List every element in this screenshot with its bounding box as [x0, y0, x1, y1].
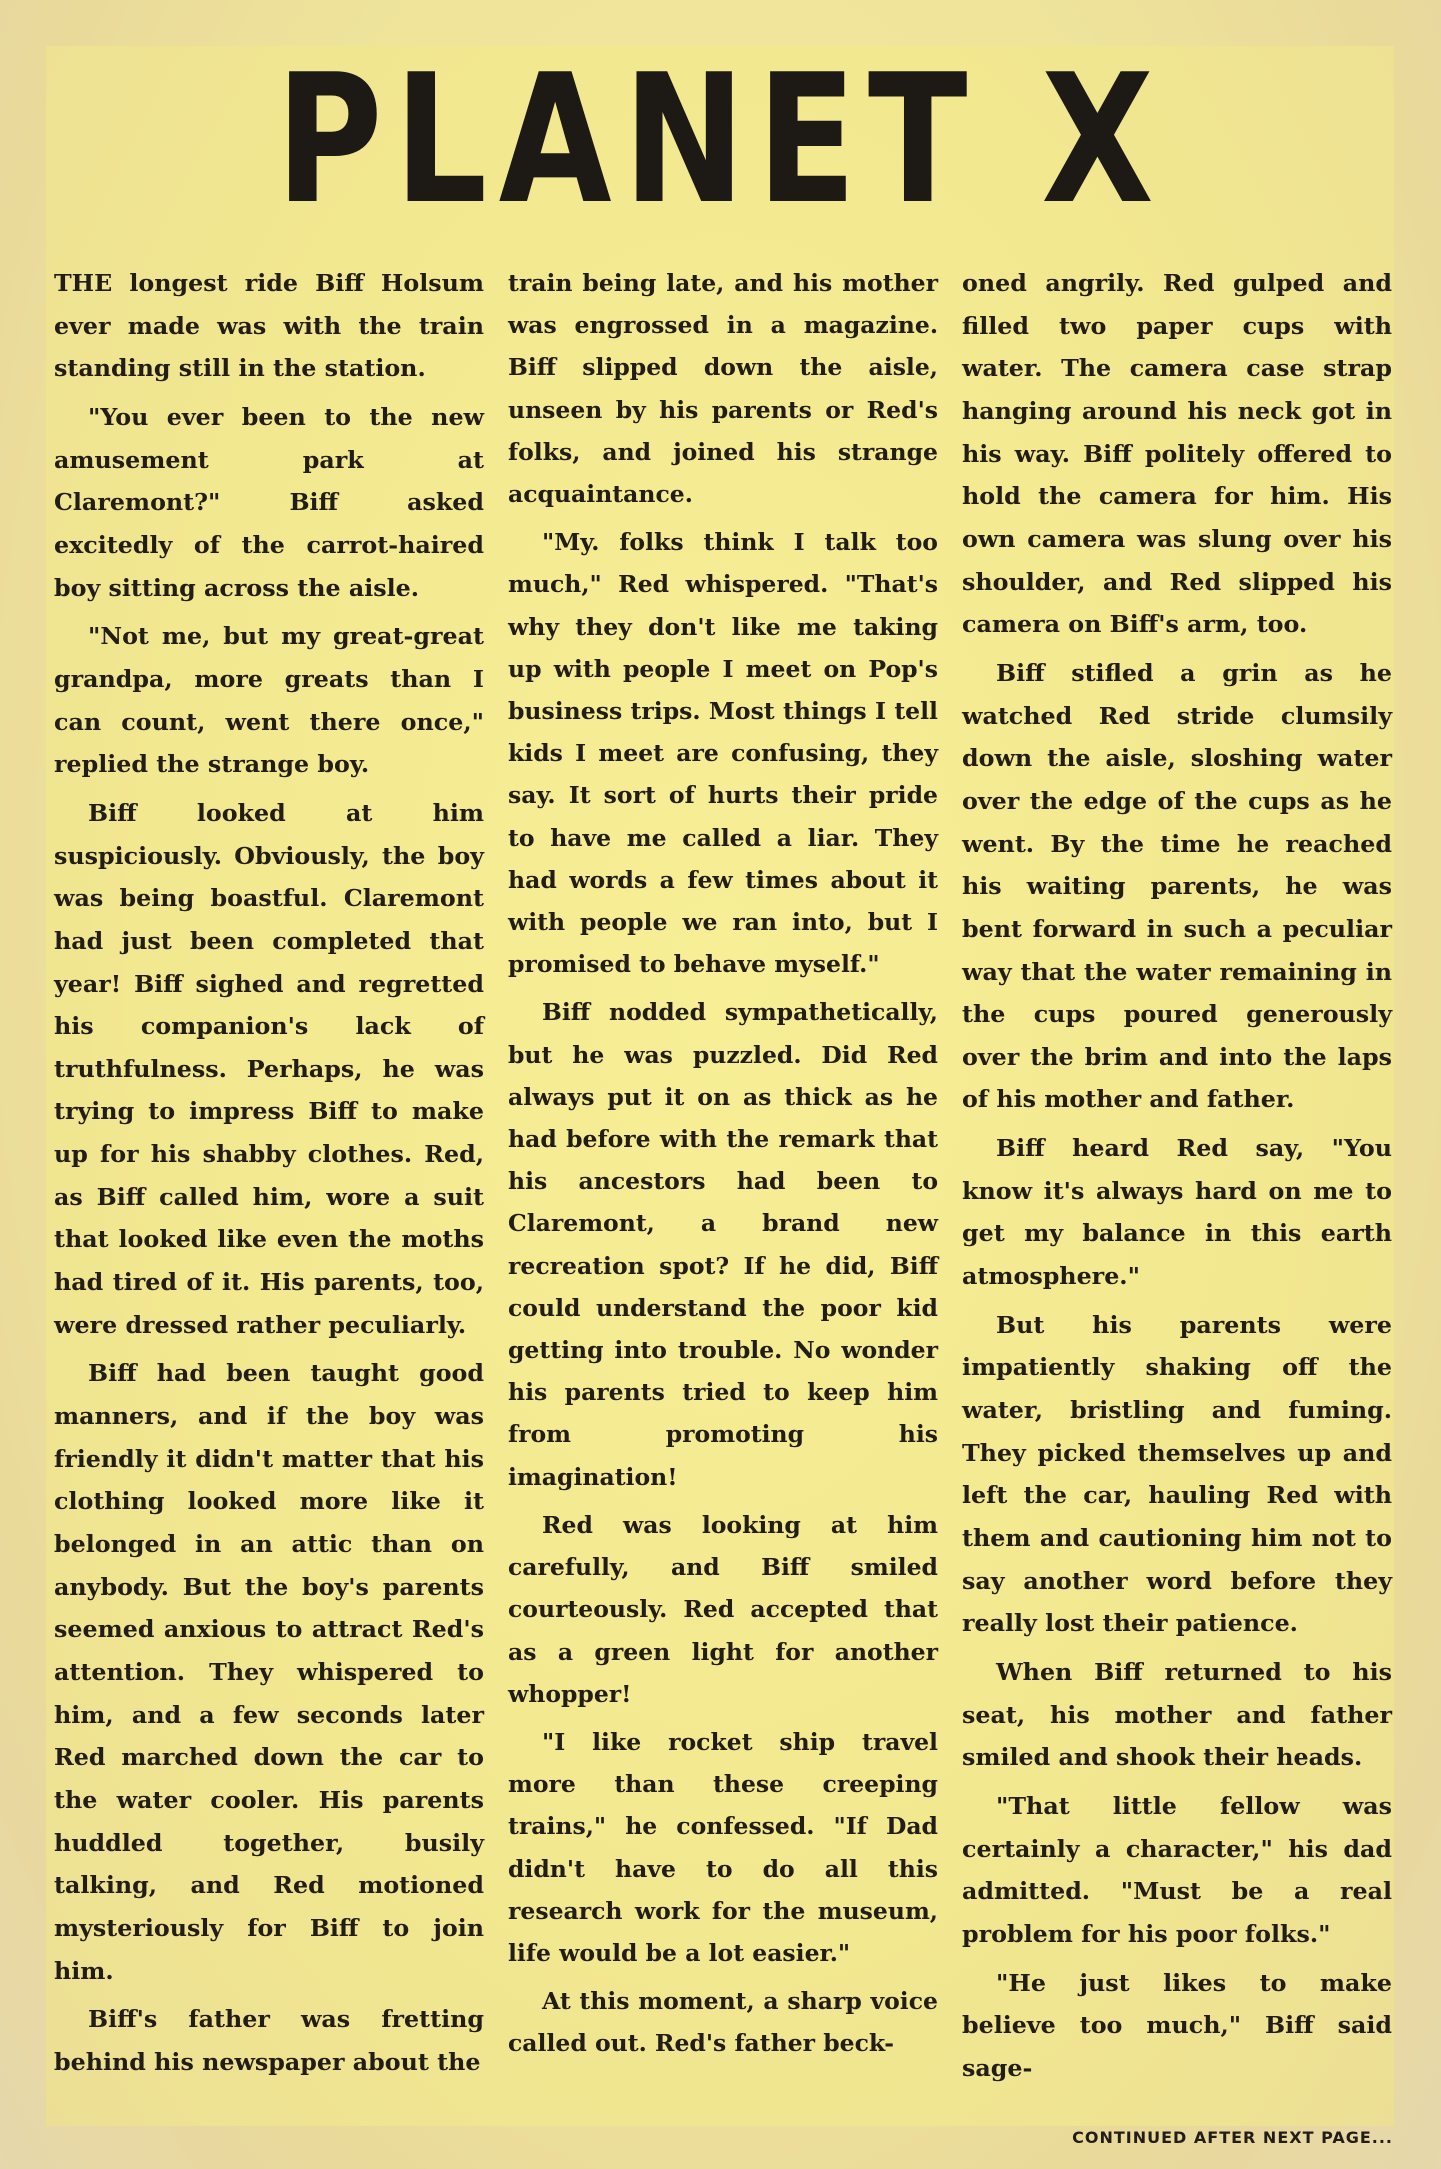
paragraph: Biff had been taught good manners, and if the boy was friendly it didn't matter that his clothing looked more like it belonged in an attic than on anybody. But the boy's parents seemed anxious to attract Red's attention. They whispered to him, and a few seconds later Red marched down the car to the water cooler. His parents huddled together, busily talking, and Red motioned mysteriously for Biff to join him.	[54, 1359, 484, 1985]
paragraph: Biff's father was fretting behind his newspaper about the	[54, 2005, 484, 2076]
paragraph: "My. folks think I talk too much," Red whispered. "That's why they don't like me taking up with people I meet on Pop's business trips. Most things I tell kids I meet are confusing, they say. It sort of hurts their pride to have me called a liar. They had words a few times about it with people we ran into, but I promised to behave myself."	[508, 528, 938, 979]
paragraph: "I like rocket ship travel more than these creeping trains," he confessed. "If Dad didn't have to do all this research work for the museum, life would be a lot easier."	[508, 1727, 938, 1967]
paragraph: When Biff returned to his seat, his mother and father smiled and shook their heads.	[962, 1658, 1392, 1772]
paragraph: Biff nodded sympathetically, but he was puzzled. Did Red always put it on as thick as he had before with the remark that his ancestors had been to Claremont, a brand new recreation spot? If he did, Biff could understand the poor kid getting into trouble. No wonder his parents tried to keep him from promoting his imagination!	[508, 998, 938, 1491]
paragraph: But his parents were impatiently shaking off the water, bristling and fuming. They picked themselves up and left the car, hauling Red with them and cautioning him not to say another word before they really lost their patience.	[962, 1310, 1392, 1638]
paragraph: THE longest ride Biff Holsum ever made was with the train standing still in the station.	[54, 269, 484, 383]
paragraph: Biff stifled a grin as he watched Red stride clumsily down the aisle, sloshing water over the edge of the cups as he went. By the time he reached his waiting parents, he was bent forward in such a peculiar way that the water remaining in the cups poured generously over the brim and into the laps of his mother and father.	[962, 658, 1392, 1114]
paragraph: train being late, and his mother was engrossed in a magazine. Biff slipped down the aisle, unseen by his parents or Red's folks, and joined his strange acquaintance.	[508, 269, 938, 509]
paragraph: Red was looking at him carefully, and Biff smiled courteously. Red accepted that as a green light for another whopper!	[508, 1510, 938, 1708]
story-title: PLANET X	[275, 36, 1166, 243]
text-column-3	[962, 262, 1392, 2096]
paragraph: Biff looked at him suspiciously. Obviously, the boy was being boastful. Claremont had just been completed that year! Biff sighed and regretted his companion's lack of truthfulness. Perhaps, he was trying to impress Biff to make up for his shabby clothes. Red, as Biff called him, wore a suit that looked like even the moths had tired of it. His parents, too, were dressed rather peculiarly.	[54, 798, 484, 1339]
paragraph: "That little fellow was certainly a character," his dad admitted. "Must be a real problem for his poor folks."	[962, 1791, 1392, 1948]
text-column-2	[508, 262, 938, 2071]
continued-note: CONTINUED AFTER NEXT PAGE...	[1072, 2128, 1393, 2147]
paragraph: oned angrily. Red gulped and filled two paper cups with water. The camera case strap hanging around his neck got in his way. Biff politely offered to hold the camera for him. His own camera was slung over his shoulder, and Red slipped his camera on Biff's arm, too.	[962, 269, 1392, 639]
paragraph: Biff heard Red say, "You know it's always hard on me to get my balance in this earth atmosphere."	[962, 1134, 1392, 1291]
paragraph: "Not me, but my great-great grandpa, more greats than I can count, went there once," replied the strange boy.	[54, 622, 484, 779]
paragraph: "You ever been to the new amusement park at Claremont?" Biff asked excitedly of the carrot-haired boy sitting across the aisle.	[54, 402, 484, 602]
text-column-1	[54, 262, 484, 2090]
paragraph: "He just likes to make believe too much," Biff said sage-	[962, 1968, 1392, 2082]
paragraph: At this moment, a sharp voice called out. Red's father beck-	[508, 1987, 938, 2058]
